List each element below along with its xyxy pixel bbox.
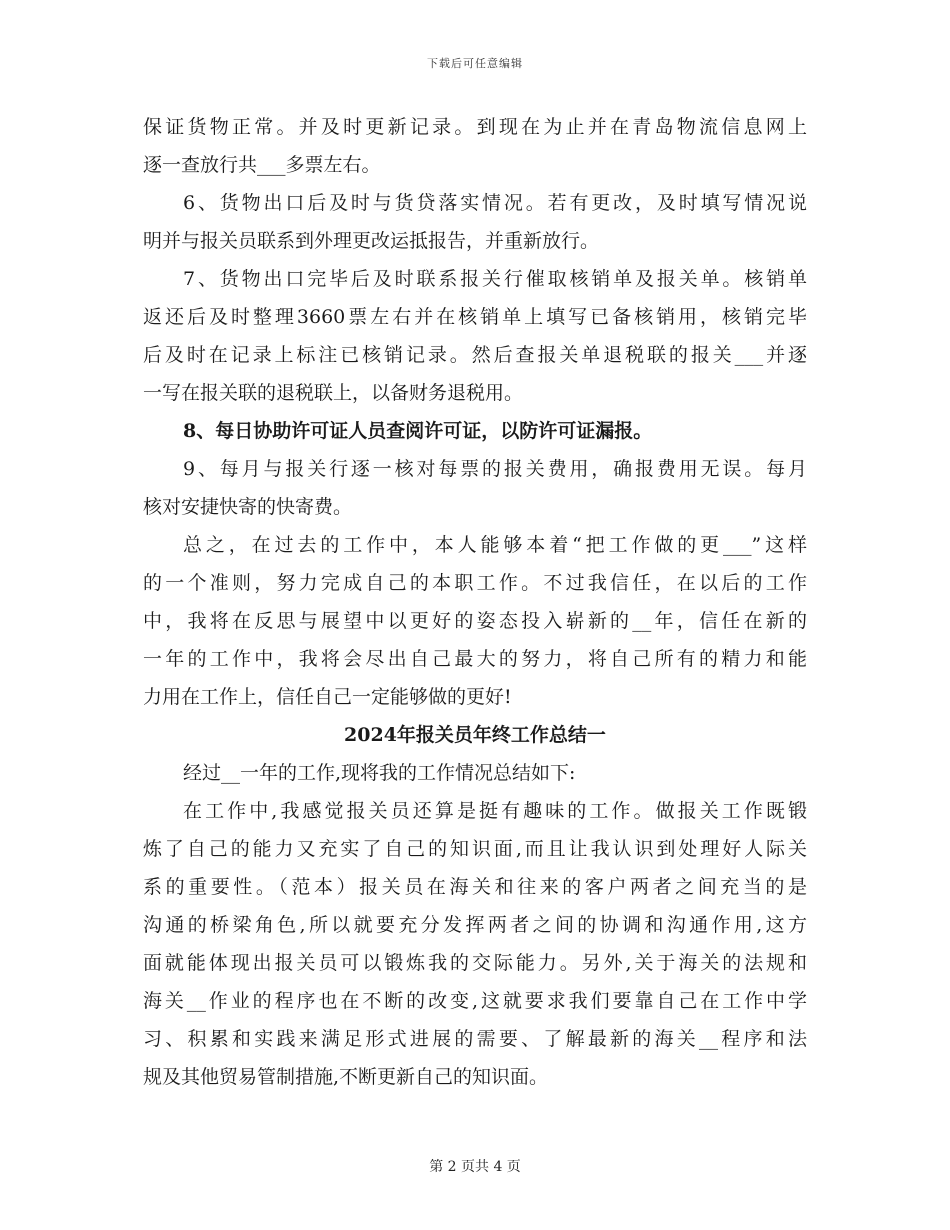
text-line: 逐一查放行共___多票左右。 — [143, 154, 381, 176]
text-line: 一写在报关联的退税联上，以备财务退税用。 — [143, 382, 524, 404]
text-line: 中，我将在反思与展望中以更好的姿态投入崭新的__年，信任在新的 — [143, 610, 807, 632]
text-line: 面就能体现出报关员可以锻炼我的交际能力。另外,关于海关的法规和 — [143, 952, 807, 974]
bold-text-line: 8、每日协助许可证人员查阅许可证，以防许可证漏报。 — [183, 420, 653, 442]
text-line: 9、每月与报关行逐一核对每票的报关费用，确报费用无误。每月 — [183, 458, 807, 480]
page-number-footer: 第 2 页共 4 页 — [429, 1159, 521, 1175]
text-line: 炼了自己的能力又充实了自己的知识面,而且让我认识到处理好人际关 — [143, 838, 807, 860]
text-line: 习、积累和实践来满足形式进展的需要、了解最新的海关__程序和法 — [143, 1028, 807, 1050]
document-body — [143, 108, 807, 1096]
page-header-note: 下载后可任意编辑 — [427, 57, 523, 70]
text-line: 明并与报关员联系到外理更改运抵报告，并重新放行。 — [143, 230, 600, 252]
text-line: 系的重要性。（范本）报关员在海关和往来的客户两者之间充当的是 — [143, 876, 807, 898]
section-title: 2024年报关员年终工作总结一 — [344, 724, 606, 746]
text-line: 7、货物出口完毕后及时联系报关行催取核销单及报关单。核销单 — [183, 268, 807, 290]
text-line: 的一个准则，努力完成自己的本职工作。不过我信任，在以后的工作 — [143, 572, 807, 594]
text-line: 6、货物出口后及时与货贷落实情况。若有更改，及时填写情况说 — [183, 192, 807, 214]
text-line: 后及时在记录上标注已核销记录。然后查报关单退税联的报关___并逐 — [143, 344, 807, 366]
text-line: 核对安捷快寄的快寄费。 — [143, 496, 353, 518]
text-line: 沟通的桥梁角色,所以就要充分发挥两者之间的协调和沟通作用,这方 — [143, 914, 807, 936]
text-line: 经过__一年的工作,现将我的工作情况总结如下: — [183, 762, 576, 784]
text-line: 在工作中,我感觉报关员还算是挺有趣味的工作。做报关工作既锻 — [183, 800, 807, 822]
text-line: 规及其他贸易管制措施,不断更新自己的知识面。 — [143, 1066, 549, 1088]
text-line: 海关__作业的程序也在不断的改变,这就要求我们要靠自己在工作中学 — [143, 990, 807, 1012]
text-line: 力用在工作上，信任自己一定能够做的更好! — [143, 686, 512, 708]
text-line: 返还后及时整理3660票左右并在核销单上填写已备核销用，核销完毕 — [143, 306, 807, 328]
text-line: 总之，在过去的工作中，本人能够本着“把工作做的更___”这样 — [183, 534, 807, 556]
text-line: 一年的工作中，我将会尽出自己最大的努力，将自己所有的精力和能 — [143, 648, 807, 670]
text-line: 保证货物正常。并及时更新记录。到现在为止并在青岛物流信息网上 — [143, 116, 807, 138]
